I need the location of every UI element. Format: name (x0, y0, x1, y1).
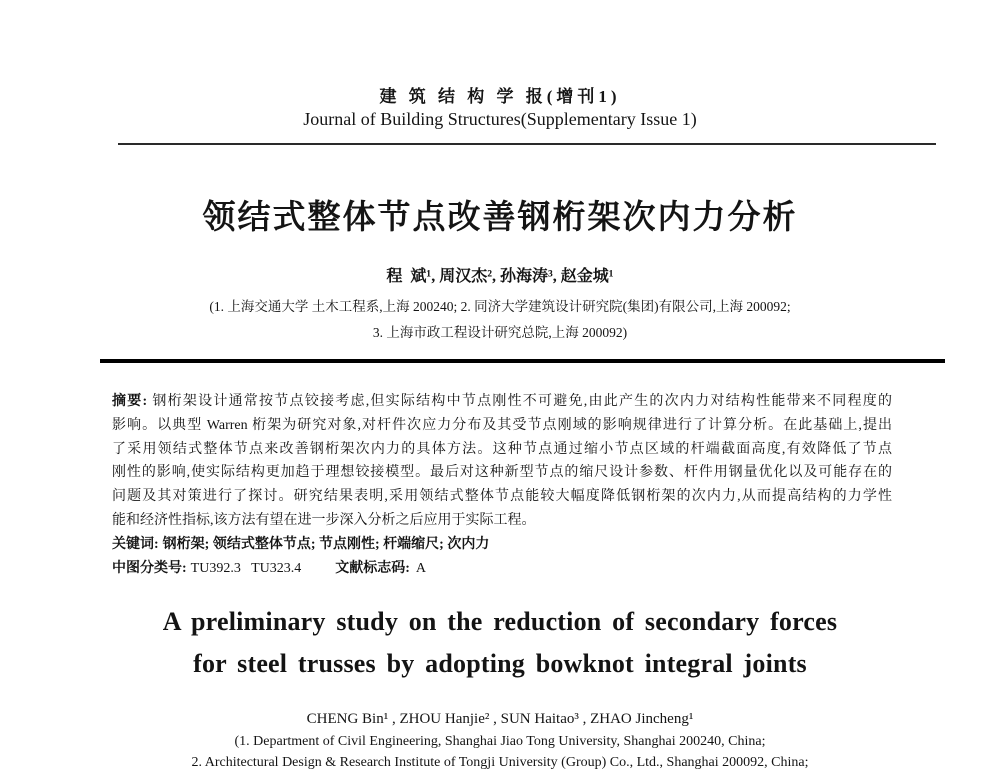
keywords-label: 关键词: (112, 536, 159, 552)
abstract-lines (112, 414, 892, 533)
affiliation-zh-line1: (1. 上海交通大学 土木工程系,上海 200240; 2. 同济大学建筑设计研究院(集团)有限公司,上海 200092; (209, 299, 791, 314)
classification-line (112, 557, 892, 581)
masthead-divider-rule (118, 143, 936, 145)
document-code-value: A (415, 560, 427, 576)
article-title-zh: 领结式整体节点改善钢桁架次内力分析 (202, 200, 798, 236)
abstract-line-first-text: 钢桁架设计通常按节点铰接考虑,但实际结构中节点刚性不可避免,由此产生的次内力对结构性能带来不同程度的 (151, 394, 892, 409)
article-title-en-line2: for steel trusses by adopting bowknot integral joints (193, 649, 807, 678)
section-divider-rule (100, 359, 945, 363)
journal-masthead-en: Journal of Building Structures(Supplementary Issue 1) (303, 109, 697, 129)
keywords-line (112, 533, 892, 557)
affiliation-zh-line2: 3. 上海市政工程设计研究总院,上海 200092) (372, 325, 628, 340)
journal-masthead-zh: 建 筑 结 构 学 报(增刊1) (379, 87, 621, 106)
clc-value: TU392.3 TU323.4 (190, 560, 302, 576)
abstract-block (112, 390, 892, 580)
abstract-line: 了采用领结式整体节点来改善钢桁架次内力的具体方法。这种节点通过缩小节点区域的杆端截面高度,有效降低了节点 (112, 441, 892, 457)
abstract-line: 影响。以典型 Warren 桁架为研究对象,对杆件次应力分布及其受节点刚域的影响规律进行了计算分析。在此基础上,提出 (112, 417, 892, 433)
affiliation-en-line1: (1. Department of Civil Engineering, Shanghai Jiao Tong University, Shanghai 200240, China; (234, 734, 766, 749)
abstract-line: 刚性的影响,使实际结构更加趋于理想铰接模型。最后对这种新型节点的缩尺设计参数、杆件用钢量优化以及可能存在的 (112, 465, 892, 481)
article-title-en-line1: A preliminary study on the reduction of secondary forces (162, 607, 838, 636)
abstract-line: 问题及其对策进行了探讨。研究结果表明,采用领结式整体节点能较大幅度降低钢桁架的次内力,从而提高结构的力学性 (112, 489, 892, 505)
clc-label: 中图分类号: (112, 560, 187, 576)
abstract-label: 摘要: (112, 394, 148, 409)
document-code-label: 文献标志码: (335, 560, 410, 576)
abstract-line-first (112, 390, 892, 414)
affiliation-en-line2: 2. Architectural Design & Research Institute of Tongji University (Group) Co., Ltd., Shanghai 200092, China; (191, 755, 809, 770)
authors-zh: 程 斌¹, 周汉杰², 孙海涛³, 赵金城¹ (386, 268, 614, 285)
authors-en: CHENG Bin¹ , ZHOU Hanjie² , SUN Haitao³ , ZHAO Jincheng¹ (306, 711, 694, 727)
keywords-text: 钢桁架; 领结式整体节点; 节点刚性; 杆端缩尺; 次内力 (162, 536, 490, 552)
abstract-line: 能和经济性指标,该方法有望在进一步深入分析之后应用于实际工程。 (112, 512, 536, 528)
